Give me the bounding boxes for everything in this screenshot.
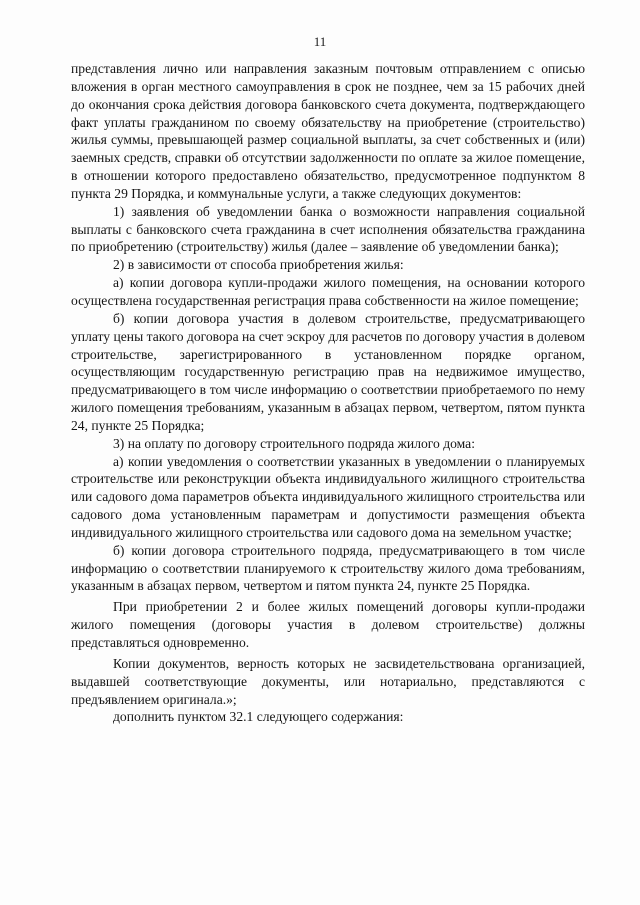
document-body <box>71 60 585 726</box>
paragraph-9: При приобретении 2 и более жилых помещений договоры купли-продажи жилого помещения (договоры участия в долевом строительстве) должны представляться одновременно. <box>71 599 585 650</box>
paragraph-2: 1) заявления об уведомлении банка о возможности направления социальной выплаты с банковского счета гражданина в счет исполнения обязательства гражданина по приобретению (строительству) жилья (далее – заявление об уведомлении банка); <box>71 203 585 255</box>
paragraph-5: б) копии договора участия в долевом строительстве, предусматривающего уплату цены такого договора на счет эскроу для расчетов по договору участия в долевом строительстве, зарегистрированного в установленном порядке органом, осуществляющим государственную регистрацию прав на недвижимое имущество, предусматривающего в том числе информацию о соответствии приобретаемого по нему жилого помещения требованиям, указанным в абзацах первом, четвертом, пятом пункта 24, пункте 25 Порядка; <box>71 310 585 433</box>
paragraph-3: 2) в зависимости от способа приобретения жилья: <box>113 257 404 273</box>
paragraph-8: б) копии договора строительного подряда, предусматривающего в том числе информацию о соответствии планируемого к строительству жилого дома требованиям, указанным в абзацах первом, четвертом и пятом пункта 24, пункте 25 Порядка. <box>71 542 585 594</box>
paragraph-11: дополнить пунктом 32.1 следующего содержания: <box>113 709 404 725</box>
paragraph-7: а) копии уведомления о соответствии указанных в уведомлении о планируемых строительстве или реконструкции объекта индивидуального жилищного строительства или садового дома параметров объекта индивидуального жилищного строительства или садового дома установленным параметрам и допустимости размещения объекта индивидуального жилищного строительства или садового дома на земельном участке; <box>71 453 585 540</box>
paragraph-4: а) копии договора купли-продажи жилого помещения, на основании которого осуществлена государственная регистрация права собственности на жилое помещение; <box>71 275 585 308</box>
page-number: 11 <box>313 34 327 49</box>
paragraph-6: 3) на оплату по договору строительного подряда жилого дома: <box>113 435 475 451</box>
paragraph-10: Копии документов, верность которых не засвидетельствована организацией, выдавшей соответствующие документы, или нотариально, представляются с предъявлением оригинала.»; <box>71 655 585 707</box>
paragraph-1: представления лично или направления заказным почтовым отправлением с описью вложения в орган местного самоуправления в срок не позднее, чем за 15 рабочих дней до окончания срока действия договора банковского счета документа, подтверждающего факт уплаты гражданином по своему обязательству на приобретение (строительство) жилья суммы, превышающей размер социальной выплаты, за счет собственных и (или) заемных средств, справки об отсутствии задолженности по оплате за жилое помещение, в отношении которого предоставлено обязательство, предусмотренное подпунктом 8 пункта 29 Порядка, и коммунальные услуги, а также следующих документов: <box>71 61 585 201</box>
